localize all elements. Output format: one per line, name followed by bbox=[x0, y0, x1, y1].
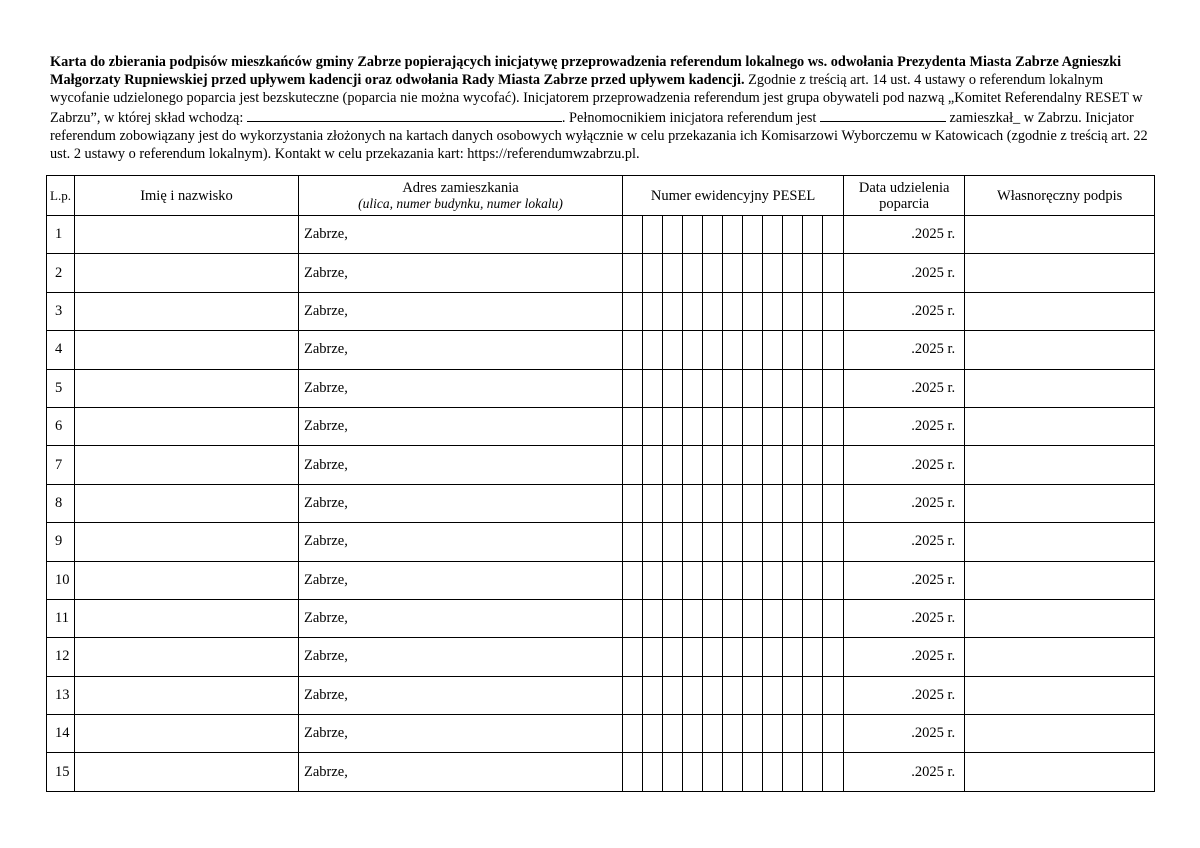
plenipotentiary-name-blank[interactable] bbox=[820, 108, 946, 122]
pesel-digit-box[interactable] bbox=[823, 753, 844, 791]
name-field[interactable] bbox=[75, 676, 299, 714]
pesel-digit-box[interactable] bbox=[703, 331, 723, 369]
signature-table bbox=[46, 175, 1155, 792]
pesel-digit-box[interactable] bbox=[783, 676, 803, 714]
pesel-digit-box[interactable] bbox=[683, 484, 703, 522]
pesel-digit-box[interactable] bbox=[663, 638, 683, 676]
date-field[interactable]: .2025 r. bbox=[844, 369, 965, 407]
name-field[interactable] bbox=[75, 715, 299, 753]
pesel-digit-box[interactable] bbox=[823, 407, 844, 445]
col-header-lp: L.p. bbox=[47, 176, 75, 216]
pesel-digit-box[interactable] bbox=[823, 331, 844, 369]
pesel-digit-box[interactable] bbox=[783, 446, 803, 484]
signature-field[interactable] bbox=[965, 254, 1155, 292]
row-number: 5 bbox=[47, 369, 75, 407]
pesel-digit-box[interactable] bbox=[723, 292, 743, 330]
date-field[interactable]: .2025 r. bbox=[844, 484, 965, 522]
address-field[interactable]: Zabrze, bbox=[299, 599, 623, 637]
pesel-digit-box[interactable] bbox=[643, 599, 663, 637]
table-row bbox=[47, 599, 1155, 637]
signature-field[interactable] bbox=[965, 715, 1155, 753]
pesel-digit-box[interactable] bbox=[683, 753, 703, 791]
pesel-digit-box[interactable] bbox=[783, 715, 803, 753]
pesel-digit-box[interactable] bbox=[783, 484, 803, 522]
pesel-digit-box[interactable] bbox=[763, 599, 783, 637]
pesel-digit-box[interactable] bbox=[823, 446, 844, 484]
pesel-digit-box[interactable] bbox=[743, 561, 763, 599]
row-number: 7 bbox=[47, 446, 75, 484]
pesel-digit-box[interactable] bbox=[723, 216, 743, 254]
pesel-digit-box[interactable] bbox=[803, 638, 823, 676]
pesel-digit-box[interactable] bbox=[643, 638, 663, 676]
committee-members-blank[interactable] bbox=[247, 108, 562, 122]
pesel-digit-box[interactable] bbox=[663, 369, 683, 407]
pesel-digit-box[interactable] bbox=[763, 407, 783, 445]
pesel-digit-box[interactable] bbox=[683, 676, 703, 714]
row-number: 3 bbox=[47, 292, 75, 330]
signature-field[interactable] bbox=[965, 446, 1155, 484]
pesel-digit-box[interactable] bbox=[743, 331, 763, 369]
pesel-digit-box[interactable] bbox=[763, 484, 783, 522]
address-field[interactable]: Zabrze, bbox=[299, 561, 623, 599]
pesel-digit-box[interactable] bbox=[783, 292, 803, 330]
name-field[interactable] bbox=[75, 638, 299, 676]
row-number: 14 bbox=[47, 715, 75, 753]
col-header-pesel: Numer ewidencyjny PESEL bbox=[623, 176, 844, 216]
pesel-digit-box[interactable] bbox=[783, 331, 803, 369]
col-header-signature: Własnoręczny podpis bbox=[965, 176, 1155, 216]
pesel-digit-box[interactable] bbox=[723, 446, 743, 484]
date-field[interactable]: .2025 r. bbox=[844, 407, 965, 445]
pesel-digit-box[interactable] bbox=[643, 561, 663, 599]
pesel-digit-box[interactable] bbox=[703, 407, 723, 445]
pesel-digit-box[interactable] bbox=[763, 753, 783, 791]
signature-field[interactable] bbox=[965, 599, 1155, 637]
pesel-digit-box[interactable] bbox=[763, 331, 783, 369]
pesel-digit-box[interactable] bbox=[743, 446, 763, 484]
pesel-digit-box[interactable] bbox=[803, 599, 823, 637]
address-field[interactable]: Zabrze, bbox=[299, 331, 623, 369]
table-row bbox=[47, 638, 1155, 676]
row-number: 8 bbox=[47, 484, 75, 522]
name-field[interactable] bbox=[75, 561, 299, 599]
col-header-address bbox=[299, 176, 623, 216]
date-field[interactable]: .2025 r. bbox=[844, 715, 965, 753]
pesel-digit-box[interactable] bbox=[623, 254, 643, 292]
pesel-digit-box[interactable] bbox=[743, 484, 763, 522]
legal-notice-part-1: Zgodnie z treścią art. 14 ust. 4 ustawy o referendum lokalnym wycofanie udzielonego poparcia jest bezskuteczne (poparcia nie można wycofać). Inicjatorem przeprowadzenia referendum jest grupa obywateli pod nazwą „Komitet Referendalny RESET w Zabrzu”, w której skład wchodzą: bbox=[50, 72, 1143, 126]
pesel-digit-box[interactable] bbox=[683, 292, 703, 330]
date-field[interactable]: .2025 r. bbox=[844, 753, 965, 791]
pesel-digit-box[interactable] bbox=[683, 523, 703, 561]
name-field[interactable] bbox=[75, 407, 299, 445]
pesel-digit-box[interactable] bbox=[703, 676, 723, 714]
name-field[interactable] bbox=[75, 331, 299, 369]
pesel-digit-box[interactable] bbox=[803, 216, 823, 254]
pesel-digit-box[interactable] bbox=[683, 561, 703, 599]
pesel-digit-box[interactable] bbox=[683, 216, 703, 254]
pesel-digit-box[interactable] bbox=[723, 254, 743, 292]
pesel-digit-box[interactable] bbox=[763, 216, 783, 254]
pesel-digit-box[interactable] bbox=[623, 292, 643, 330]
table-row bbox=[47, 561, 1155, 599]
pesel-digit-box[interactable] bbox=[643, 407, 663, 445]
table-row bbox=[47, 331, 1155, 369]
date-field[interactable]: .2025 r. bbox=[844, 638, 965, 676]
pesel-digit-box[interactable] bbox=[803, 446, 823, 484]
pesel-digit-box[interactable] bbox=[643, 753, 663, 791]
pesel-digit-box[interactable] bbox=[623, 638, 643, 676]
pesel-digit-box[interactable] bbox=[643, 216, 663, 254]
name-field[interactable] bbox=[75, 292, 299, 330]
pesel-digit-box[interactable] bbox=[643, 292, 663, 330]
table-row bbox=[47, 407, 1155, 445]
signature-field[interactable] bbox=[965, 484, 1155, 522]
pesel-digit-box[interactable] bbox=[703, 369, 723, 407]
address-field[interactable]: Zabrze, bbox=[299, 484, 623, 522]
signature-field[interactable] bbox=[965, 561, 1155, 599]
pesel-digit-box[interactable] bbox=[803, 331, 823, 369]
pesel-digit-box[interactable] bbox=[763, 715, 783, 753]
pesel-digit-box[interactable] bbox=[663, 599, 683, 637]
col-header-date: Data udzielenia poparcia bbox=[844, 176, 965, 216]
pesel-digit-box[interactable] bbox=[723, 331, 743, 369]
pesel-digit-box[interactable] bbox=[703, 599, 723, 637]
pesel-digit-box[interactable] bbox=[823, 254, 844, 292]
pesel-digit-box[interactable] bbox=[683, 446, 703, 484]
pesel-digit-box[interactable] bbox=[703, 715, 723, 753]
row-number: 9 bbox=[47, 523, 75, 561]
pesel-digit-box[interactable] bbox=[623, 407, 643, 445]
pesel-digit-box[interactable] bbox=[663, 292, 683, 330]
signature-field[interactable] bbox=[965, 638, 1155, 676]
address-field[interactable]: Zabrze, bbox=[299, 407, 623, 445]
date-field[interactable]: .2025 r. bbox=[844, 254, 965, 292]
name-field[interactable] bbox=[75, 216, 299, 254]
pesel-digit-box[interactable] bbox=[623, 216, 643, 254]
pesel-digit-box[interactable] bbox=[823, 216, 844, 254]
pesel-digit-box[interactable] bbox=[623, 484, 643, 522]
pesel-digit-box[interactable] bbox=[723, 369, 743, 407]
form-title: Karta do zbierania podpisów mieszkańców gminy Zabrze popierających inicjatywę przeprowadzenia referendum lokalnego ws. odwołania Prezydenta Miasta Zabrze Agnieszki Małgorzaty Rupniewskiej przed upływem kadencji oraz odwołania Rady Miasta Zabrze przed upływem kadencji. bbox=[50, 54, 1122, 89]
pesel-digit-box[interactable] bbox=[723, 523, 743, 561]
table-row bbox=[47, 216, 1155, 254]
pesel-digit-box[interactable] bbox=[823, 715, 844, 753]
pesel-digit-box[interactable] bbox=[803, 676, 823, 714]
pesel-digit-box[interactable] bbox=[763, 292, 783, 330]
pesel-digit-box[interactable] bbox=[783, 638, 803, 676]
address-field[interactable]: Zabrze, bbox=[299, 676, 623, 714]
signature-field[interactable] bbox=[965, 523, 1155, 561]
pesel-digit-box[interactable] bbox=[623, 676, 643, 714]
table-row bbox=[47, 292, 1155, 330]
pesel-digit-box[interactable] bbox=[783, 216, 803, 254]
pesel-digit-box[interactable] bbox=[703, 523, 723, 561]
pesel-digit-box[interactable] bbox=[703, 561, 723, 599]
pesel-digit-box[interactable] bbox=[763, 676, 783, 714]
pesel-digit-box[interactable] bbox=[743, 753, 763, 791]
pesel-digit-box[interactable] bbox=[703, 753, 723, 791]
row-number: 10 bbox=[47, 561, 75, 599]
pesel-digit-box[interactable] bbox=[823, 599, 844, 637]
name-field[interactable] bbox=[75, 599, 299, 637]
pesel-digit-box[interactable] bbox=[723, 638, 743, 676]
pesel-digit-box[interactable] bbox=[743, 254, 763, 292]
date-field[interactable]: .2025 r. bbox=[844, 599, 965, 637]
signature-field[interactable] bbox=[965, 216, 1155, 254]
pesel-digit-box[interactable] bbox=[763, 254, 783, 292]
pesel-digit-box[interactable] bbox=[783, 523, 803, 561]
pesel-digit-box[interactable] bbox=[823, 638, 844, 676]
pesel-digit-box[interactable] bbox=[763, 369, 783, 407]
date-field[interactable]: .2025 r. bbox=[844, 446, 965, 484]
pesel-digit-box[interactable] bbox=[623, 331, 643, 369]
signature-field[interactable] bbox=[965, 676, 1155, 714]
address-field[interactable]: Zabrze, bbox=[299, 715, 623, 753]
row-number: 2 bbox=[47, 254, 75, 292]
pesel-digit-box[interactable] bbox=[803, 484, 823, 522]
signature-field[interactable] bbox=[965, 292, 1155, 330]
pesel-digit-box[interactable] bbox=[703, 638, 723, 676]
col-header-address-subtitle: (ulica, numer budynku, numer lokalu) bbox=[358, 195, 563, 211]
pesel-digit-box[interactable] bbox=[643, 331, 663, 369]
name-field[interactable] bbox=[75, 254, 299, 292]
pesel-digit-box[interactable] bbox=[663, 216, 683, 254]
pesel-digit-box[interactable] bbox=[723, 753, 743, 791]
pesel-digit-box[interactable] bbox=[683, 331, 703, 369]
pesel-digit-box[interactable] bbox=[683, 638, 703, 676]
row-number: 4 bbox=[47, 331, 75, 369]
pesel-digit-box[interactable] bbox=[683, 369, 703, 407]
date-field[interactable]: .2025 r. bbox=[844, 676, 965, 714]
pesel-digit-box[interactable] bbox=[703, 216, 723, 254]
address-field[interactable]: Zabrze, bbox=[299, 254, 623, 292]
pesel-digit-box[interactable] bbox=[743, 599, 763, 637]
pesel-digit-box[interactable] bbox=[623, 446, 643, 484]
pesel-digit-box[interactable] bbox=[643, 254, 663, 292]
name-field[interactable] bbox=[75, 523, 299, 561]
name-field[interactable] bbox=[75, 369, 299, 407]
name-field[interactable] bbox=[75, 446, 299, 484]
pesel-digit-box[interactable] bbox=[743, 216, 763, 254]
pesel-digit-box[interactable] bbox=[703, 484, 723, 522]
pesel-digit-box[interactable] bbox=[663, 523, 683, 561]
pesel-digit-box[interactable] bbox=[663, 254, 683, 292]
table-row bbox=[47, 715, 1155, 753]
pesel-digit-box[interactable] bbox=[663, 331, 683, 369]
pesel-digit-box[interactable] bbox=[623, 523, 643, 561]
pesel-digit-box[interactable] bbox=[623, 715, 643, 753]
table-header-row bbox=[47, 176, 1155, 216]
pesel-digit-box[interactable] bbox=[663, 676, 683, 714]
pesel-digit-box[interactable] bbox=[643, 369, 663, 407]
pesel-digit-box[interactable] bbox=[803, 753, 823, 791]
pesel-digit-box[interactable] bbox=[723, 676, 743, 714]
pesel-digit-box[interactable] bbox=[703, 292, 723, 330]
pesel-digit-box[interactable] bbox=[743, 676, 763, 714]
row-number: 6 bbox=[47, 407, 75, 445]
pesel-digit-box[interactable] bbox=[823, 523, 844, 561]
pesel-digit-box[interactable] bbox=[783, 561, 803, 599]
pesel-digit-box[interactable] bbox=[663, 561, 683, 599]
table-row bbox=[47, 484, 1155, 522]
pesel-digit-box[interactable] bbox=[643, 715, 663, 753]
row-number: 12 bbox=[47, 638, 75, 676]
row-number: 13 bbox=[47, 676, 75, 714]
pesel-digit-box[interactable] bbox=[783, 369, 803, 407]
pesel-digit-box[interactable] bbox=[643, 446, 663, 484]
pesel-digit-box[interactable] bbox=[643, 484, 663, 522]
pesel-digit-box[interactable] bbox=[783, 407, 803, 445]
pesel-digit-box[interactable] bbox=[803, 369, 823, 407]
pesel-digit-box[interactable] bbox=[803, 254, 823, 292]
table-row bbox=[47, 254, 1155, 292]
pesel-digit-box[interactable] bbox=[803, 523, 823, 561]
pesel-digit-box[interactable] bbox=[683, 407, 703, 445]
pesel-digit-box[interactable] bbox=[803, 561, 823, 599]
address-field[interactable]: Zabrze, bbox=[299, 523, 623, 561]
name-field[interactable] bbox=[75, 753, 299, 791]
pesel-digit-box[interactable] bbox=[803, 715, 823, 753]
date-field[interactable]: .2025 r. bbox=[844, 331, 965, 369]
pesel-digit-box[interactable] bbox=[803, 407, 823, 445]
pesel-digit-box[interactable] bbox=[803, 292, 823, 330]
col-header-name: Imię i nazwisko bbox=[75, 176, 299, 216]
pesel-digit-box[interactable] bbox=[723, 484, 743, 522]
pesel-digit-box[interactable] bbox=[743, 369, 763, 407]
legal-notice-part-3: zamieszkał_ w Zabrzu. Inicjator referendum zobowiązany jest do wykorzystania złożonych na kartach danych osobowych wyłącznie w celu przekazania ich Komisarzowi Wyborczemu w Katowicach (zgodnie z treścią art. 22 ust. 2 ustawy o referendum lokalnym). Kontakt w celu przekazania kart: https://referendumwzabrzu.pl. bbox=[50, 109, 1148, 163]
pesel-digit-box[interactable] bbox=[743, 292, 763, 330]
pesel-digit-box[interactable] bbox=[823, 369, 844, 407]
address-field[interactable]: Zabrze, bbox=[299, 292, 623, 330]
signature-field[interactable] bbox=[965, 369, 1155, 407]
pesel-digit-box[interactable] bbox=[823, 484, 844, 522]
pesel-digit-box[interactable] bbox=[723, 715, 743, 753]
form-header bbox=[50, 53, 1150, 163]
pesel-digit-box[interactable] bbox=[643, 523, 663, 561]
row-number: 11 bbox=[47, 599, 75, 637]
pesel-digit-box[interactable] bbox=[783, 254, 803, 292]
address-field[interactable]: Zabrze, bbox=[299, 753, 623, 791]
pesel-digit-box[interactable] bbox=[723, 561, 743, 599]
address-field[interactable]: Zabrze, bbox=[299, 638, 623, 676]
date-field[interactable]: .2025 r. bbox=[844, 292, 965, 330]
pesel-digit-box[interactable] bbox=[623, 561, 643, 599]
pesel-digit-box[interactable] bbox=[763, 523, 783, 561]
row-number: 1 bbox=[47, 216, 75, 254]
pesel-digit-box[interactable] bbox=[663, 753, 683, 791]
pesel-digit-box[interactable] bbox=[623, 753, 643, 791]
table-row bbox=[47, 753, 1155, 791]
pesel-digit-box[interactable] bbox=[723, 599, 743, 637]
pesel-digit-box[interactable] bbox=[823, 676, 844, 714]
pesel-digit-box[interactable] bbox=[663, 715, 683, 753]
table-body bbox=[47, 216, 1155, 792]
date-field[interactable]: .2025 r. bbox=[844, 216, 965, 254]
pesel-digit-box[interactable] bbox=[663, 446, 683, 484]
pesel-digit-box[interactable] bbox=[763, 446, 783, 484]
pesel-digit-box[interactable] bbox=[743, 638, 763, 676]
pesel-digit-box[interactable] bbox=[783, 599, 803, 637]
signature-field[interactable] bbox=[965, 331, 1155, 369]
pesel-digit-box[interactable] bbox=[703, 446, 723, 484]
address-field[interactable]: Zabrze, bbox=[299, 216, 623, 254]
table-row bbox=[47, 523, 1155, 561]
signature-field[interactable] bbox=[965, 407, 1155, 445]
pesel-digit-box[interactable] bbox=[823, 292, 844, 330]
pesel-digit-box[interactable] bbox=[823, 561, 844, 599]
table-row bbox=[47, 369, 1155, 407]
address-field[interactable]: Zabrze, bbox=[299, 446, 623, 484]
table-row bbox=[47, 676, 1155, 714]
pesel-digit-box[interactable] bbox=[623, 369, 643, 407]
pesel-digit-box[interactable] bbox=[663, 484, 683, 522]
pesel-digit-box[interactable] bbox=[703, 254, 723, 292]
pesel-digit-box[interactable] bbox=[623, 599, 643, 637]
row-number: 15 bbox=[47, 753, 75, 791]
col-header-address-title: Adres zamieszkania bbox=[402, 179, 519, 196]
pesel-digit-box[interactable] bbox=[763, 561, 783, 599]
pesel-digit-box[interactable] bbox=[683, 599, 703, 637]
address-field[interactable]: Zabrze, bbox=[299, 369, 623, 407]
name-field[interactable] bbox=[75, 484, 299, 522]
date-field[interactable]: .2025 r. bbox=[844, 561, 965, 599]
pesel-digit-box[interactable] bbox=[743, 407, 763, 445]
pesel-digit-box[interactable] bbox=[743, 523, 763, 561]
date-field[interactable]: .2025 r. bbox=[844, 523, 965, 561]
pesel-digit-box[interactable] bbox=[643, 676, 663, 714]
signature-field[interactable] bbox=[965, 753, 1155, 791]
table-row bbox=[47, 446, 1155, 484]
pesel-digit-box[interactable] bbox=[663, 407, 683, 445]
pesel-digit-box[interactable] bbox=[723, 407, 743, 445]
pesel-digit-box[interactable] bbox=[763, 638, 783, 676]
pesel-digit-box[interactable] bbox=[783, 753, 803, 791]
legal-notice-part-2: . Pełnomocnikiem inicjatora referendum jest bbox=[561, 109, 820, 126]
pesel-digit-box[interactable] bbox=[683, 715, 703, 753]
pesel-digit-box[interactable] bbox=[683, 254, 703, 292]
pesel-digit-box[interactable] bbox=[743, 715, 763, 753]
